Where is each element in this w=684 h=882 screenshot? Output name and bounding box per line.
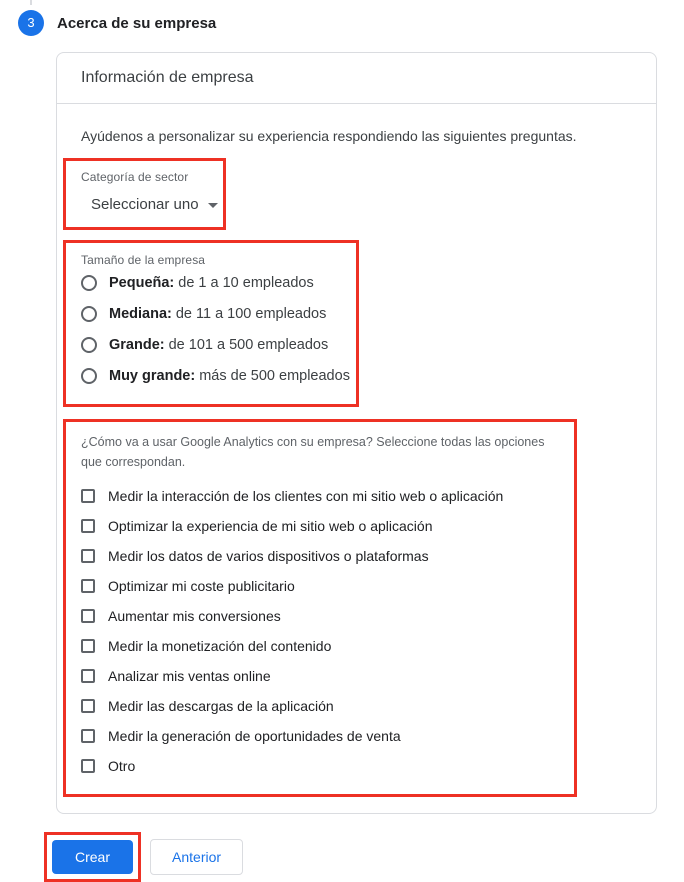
checkbox-option-content-monetization[interactable]	[81, 631, 558, 661]
checkbox-icon[interactable]	[81, 519, 95, 533]
checkbox-label: Medir los datos de varios dispositivos o plataformas	[108, 548, 429, 564]
checkbox-option-increase-conversions[interactable]	[81, 601, 558, 631]
company-info-card	[56, 52, 657, 814]
card-body	[57, 104, 656, 813]
checkbox-icon[interactable]	[81, 699, 95, 713]
stepper-step-3	[0, 0, 684, 36]
industry-dropdown[interactable]	[91, 196, 218, 213]
usage-question: ¿Cómo va a usar Google Analytics con su empresa? Seleccione todas las opciones que correspondan.	[81, 435, 545, 469]
industry-label: Categoría de sector	[81, 170, 189, 184]
checkbox-icon[interactable]	[81, 549, 95, 563]
radio-option-name: Grande:	[109, 337, 165, 353]
radio-option-very-large[interactable]	[81, 361, 356, 391]
checkbox-option-online-sales[interactable]	[81, 661, 558, 691]
radio-label	[109, 337, 328, 353]
radio-option-name: Muy grande:	[109, 368, 196, 384]
checkbox-option-app-downloads[interactable]	[81, 691, 558, 721]
caret-down-icon	[208, 203, 218, 208]
checkbox-icon[interactable]	[81, 489, 95, 503]
radio-option-medium[interactable]	[81, 299, 356, 329]
create-button-highlight	[44, 832, 141, 882]
radio-option-desc: de 1 a 10 empleados	[178, 275, 314, 291]
company-size-label: Tamaño de la empresa	[81, 253, 206, 267]
checkbox-label: Medir la interacción de los clientes con mi sitio web o aplicación	[108, 488, 504, 504]
step-number-badge: 3	[18, 10, 44, 36]
radio-option-large[interactable]	[81, 330, 356, 360]
checkbox-option-optimize-experience[interactable]	[81, 511, 558, 541]
industry-dropdown-value: Seleccionar uno	[91, 196, 199, 213]
radio-option-desc: más de 500 empleados	[199, 368, 350, 384]
checkbox-label: Aumentar mis conversiones	[108, 608, 281, 624]
stepper-connector-line	[30, 0, 32, 5]
previous-button[interactable]: Anterior	[150, 839, 243, 875]
radio-label	[109, 368, 350, 384]
checkbox-icon[interactable]	[81, 669, 95, 683]
footer-actions	[44, 832, 684, 882]
radio-option-name: Pequeña:	[109, 275, 175, 291]
checkbox-icon[interactable]	[81, 759, 95, 773]
radio-option-desc: de 101 a 500 empleados	[168, 337, 329, 353]
radio-label	[109, 306, 326, 322]
radio-label	[109, 275, 314, 291]
checkbox-label: Medir la monetización del contenido	[108, 638, 332, 654]
checkbox-option-measure-interaction[interactable]	[81, 481, 558, 511]
checkbox-label: Optimizar la experiencia de mi sitio web o aplicación	[108, 518, 433, 534]
checkbox-option-other[interactable]	[81, 751, 558, 781]
usage-section-highlight	[63, 419, 577, 797]
radio-button-icon[interactable]	[81, 337, 97, 353]
company-size-section-highlight	[63, 240, 359, 407]
radio-button-icon[interactable]	[81, 306, 97, 322]
checkbox-icon[interactable]	[81, 639, 95, 653]
radio-button-icon[interactable]	[81, 368, 97, 384]
checkbox-label: Medir la generación de oportunidades de venta	[108, 728, 401, 744]
checkbox-label: Optimizar mi coste publicitario	[108, 578, 295, 594]
checkbox-option-optimize-ad-cost[interactable]	[81, 571, 558, 601]
checkbox-label: Analizar mis ventas online	[108, 668, 271, 684]
intro-text: Ayúdenos a personalizar su experiencia respondiendo las siguientes preguntas.	[81, 128, 577, 144]
checkbox-label: Medir las descargas de la aplicación	[108, 698, 334, 714]
radio-option-name: Mediana:	[109, 306, 172, 322]
checkbox-icon[interactable]	[81, 579, 95, 593]
checkbox-option-measure-devices[interactable]	[81, 541, 558, 571]
radio-option-desc: de 11 a 100 empleados	[175, 306, 327, 322]
radio-option-small[interactable]	[81, 268, 356, 298]
industry-section-highlight	[63, 158, 226, 230]
checkbox-icon[interactable]	[81, 729, 95, 743]
card-header-title: Información de empresa	[57, 53, 656, 104]
checkbox-icon[interactable]	[81, 609, 95, 623]
checkbox-option-lead-generation[interactable]	[81, 721, 558, 751]
checkbox-label: Otro	[108, 758, 136, 774]
step-title: Acerca de su empresa	[57, 14, 217, 32]
radio-button-icon[interactable]	[81, 275, 97, 291]
create-button[interactable]: Crear	[52, 840, 133, 874]
